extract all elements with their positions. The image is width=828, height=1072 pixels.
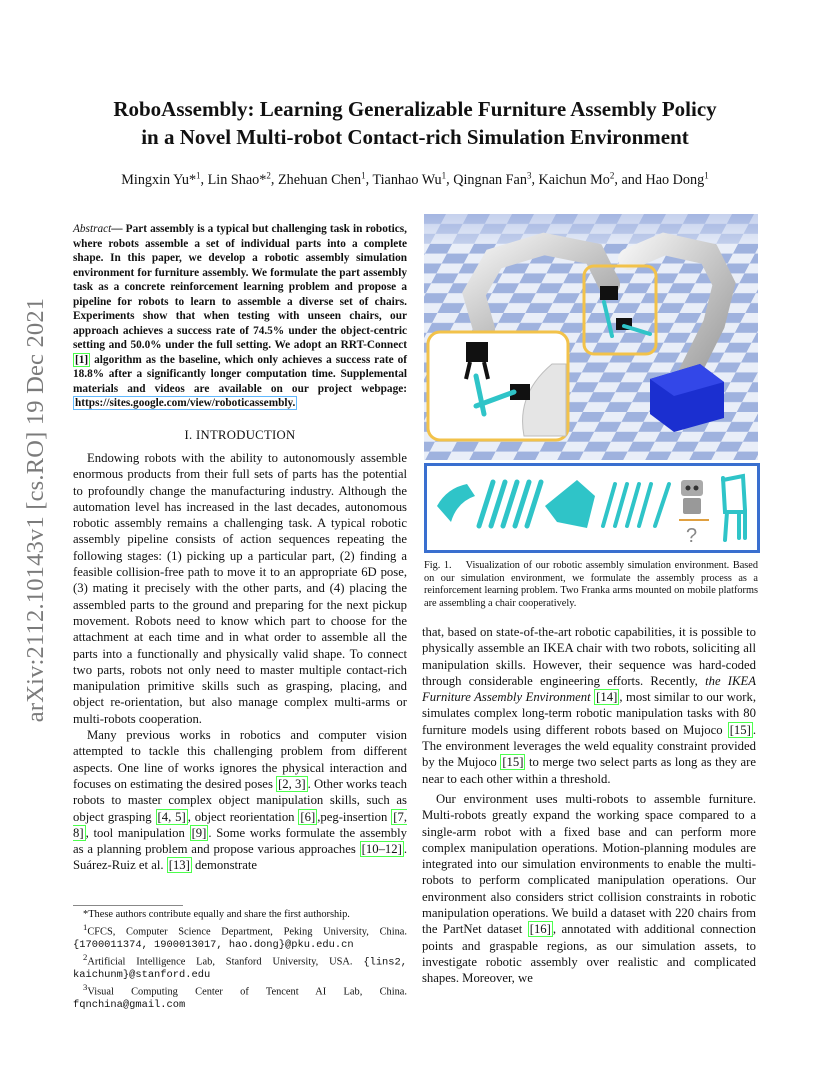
section-heading-introduction: I. INTRODUCTION [184,428,296,442]
author: and Hao Dong$^1$ [621,170,709,188]
footnote-affiliation-3: $^3$Visual Computing Center of Tencent AI Lab, China. fqnchina@gmail.com [73,982,407,1012]
author: Qingnan Fan$^3$ [453,170,532,188]
footnote-equal-contribution: *These authors contribute equally and share the first authorship. [83,909,350,920]
citation-link[interactable]: [1] [75,353,89,366]
citation-link[interactable]: [2, 3] [278,776,306,791]
abstract-text-2: algorithm as the baseline, which only achieves a success rate of 18.8% after a significantly longer computation time. Supplemental materials and videos are available on our project webpage: [73,353,407,395]
inset-gripper-1 [466,342,488,362]
citation-link[interactable]: [7, 8] [73,809,407,840]
title-line-2: in a Novel Multi-robot Contact-rich Simulation Environment [141,125,689,149]
footnote-rule [73,905,183,906]
horizon [424,214,758,244]
citation-link[interactable]: [6] [300,809,316,824]
citation-link[interactable]: [14] [596,690,618,705]
figure-1-parts-strip [424,463,760,553]
right-paragraph-2: Our environment uses multi-robots to assemble furniture. Multi-robots greatly expand the working space compared to a single-arm robot with a fixed base and can perform more complex manipulation operations. Motion-planning modules are integrated into our simulation environments to enable the multi-robots to perform complicated manipulation operations. Our environment also considers strict collision constraints in robotic manipulation operations. We build a dataset with 220 chairs from the PartNet dataset [16] , annotated with additional connection points and graspable regions, as our simulation assets, to investigate robotic assembly over realistic and complicated shapes. Moreover, we [422,791,756,986]
figure-1-simulation-render [424,214,758,460]
rail-parts [603,484,669,526]
author: Mingxin Yu*$^1$ [121,170,201,188]
intro-column-right [422,624,756,987]
title-line-1: RoboAssembly: Learning Generalizable Furniture Assembly Policy [113,97,717,121]
figure-1-caption [424,560,758,610]
intro-paragraph-1: Endowing robots with the ability to autonomously assemble enormous products from their full sets of parts has the potential to profoundly change the manufacturing industry. Although the automation level has increased in the last decades, autonomous robotic assembly remains a challenging task. A typical robotic assembly pipeline consists of action sequences repeating the following stages: (1) picking up a particular part, (2) finding a feasible collision-free path to move it to an appropriate 6D pose, (3) mating it precisely with the other parts, and (4) placing the assembled parts to the ground and preparing for the next pickup movement. Robots need to know which part to choose for the attachment at each time and in what order to assemble all the parts into a functionally and physically valid shape. To connect two parts, robots not only need to master multiple contact-rich manipulation primitive skills such as grasping, placing, and object re-orientation, but also manage complex multi-arms or multi-robots cooperation. [73,451,407,726]
author: Tianhao Wu$^1$ [372,170,447,188]
author: Zhehuan Chen$^1$ [277,170,366,188]
chair-parts-illustration [427,466,757,550]
gripper-small-1 [600,286,618,300]
paper-title [70,95,760,151]
chair-icon [723,476,745,540]
intro-paragraph-2: Many previous works in robotics and computer vision attempted to tackle this challenging problem from different aspects. One line of works ignores the physical interaction and focuses on estimating the desired poses [2, 3] . Other works teach robots to master complex object manipulation skills, such as object grasping [4, 5] , object reorientation [6] ,peg-insertion [7, 8] , tool manipulation [9] . Some works formulate the assembly as a planning problem and propose various approaches [10–12] . Suárez-Ruiz et al. [13] demonstrate [73,728,408,873]
seat-part [545,480,595,528]
curved-part [437,484,475,522]
project-url-link[interactable]: https://sites.google.com/view/roboticassembly. [75,397,296,409]
citation-link[interactable]: [15] [729,722,751,737]
citation-link[interactable]: [15] [502,755,524,770]
citation-link[interactable]: [4, 5] [157,809,186,824]
footnote-affiliation-1: $^1$CFCS, Computer Science Department, Peking University, China. {1700011374, 1900013017, hao.dong}@pku.edu.cn [73,922,407,952]
leg-parts [479,482,541,526]
abstract-text: — Part assembly is a typical but challenging task in robotics, where robots assemble a set of individual parts into a complete shape. In this paper, we develop a robotic assembly simulation environment for furniture assembly. We formulate the part assembly task as a concrete reinforcement learning problem and propose a pipeline for robots to learn to assemble a diverse set of chairs. Experiments show that when testing with unseen chairs, our approach achieves a success rate of 74.5% under the object-centric setting and 50.0% under the full setting. We adopt an RRT-Connect [73,223,407,351]
abstract [73,222,407,411]
arxiv-stamp: arXiv:2112.10143v1 [cs.RO] 19 Dec 2021 [22,297,49,723]
citation-link[interactable]: [9] [191,825,207,840]
citation-link[interactable]: [13] [168,858,190,873]
email-list-1: {1700011374, 1900013017, hao.dong}@pku.edu.cn [73,939,354,952]
abstract-lead: Abstract [73,223,112,235]
question-mark: ? [686,525,698,547]
footnote-affiliation-2: $^2$Artificial Intelligence Lab, Stanford University, USA. {lins2, kaichunm}@stanford.edu [73,952,407,982]
author: Kaichun Mo$^2$ [538,170,615,188]
citation-link[interactable]: [16] [529,922,551,937]
figure-label: Fig. 1. [424,560,452,571]
intro-column-left [73,450,407,874]
caption-text: Visualization of our robotic assembly simulation environment. Based on our simulation environment, we formulate the assembly process as a reinforcement learning problem. Two Franka arms mounted on mobile platforms are assembling a chair cooperatively. [424,560,759,609]
email-list-3: fqnchina@gmail.com [73,999,186,1012]
email-list-2: {lins2, kaichunm}@stanford.edu [73,956,407,982]
right-paragraph-1: that, based on state-of-the-art robotic capabilities, it is possible to physically assemble an IKEA chair with two robots, soliciting all manipulation skills. However, their sequence was hard-coded through considerable engineering efforts. Recently, the IKEA Furniture Assembly Environment [14] , most similar to our work, simulates complex long-term robotic manipulation tasks with 80 furniture models using different robots based on Mujoco [15] . The environment leverages the weld equality constraint provided by the Mujoco [15] to merge two select parts as long as they are near to each other within a threshold. [422,625,756,786]
author-list: Mingxin Yu*$^1$, Lin Shao*$^2$, Zhehuan Chen$^1$, Tianhao Wu$^1$, Qingnan Fan$^3$, Kaichun Mo$^2$, and Hao Dong$^1$ [121,170,709,188]
author: Lin Shao*$^2$ [207,170,271,188]
citation-link[interactable]: [10–12] [361,842,402,857]
robot-icon [681,480,703,514]
simulation-scene [424,214,758,460]
footnotes [73,905,407,1011]
